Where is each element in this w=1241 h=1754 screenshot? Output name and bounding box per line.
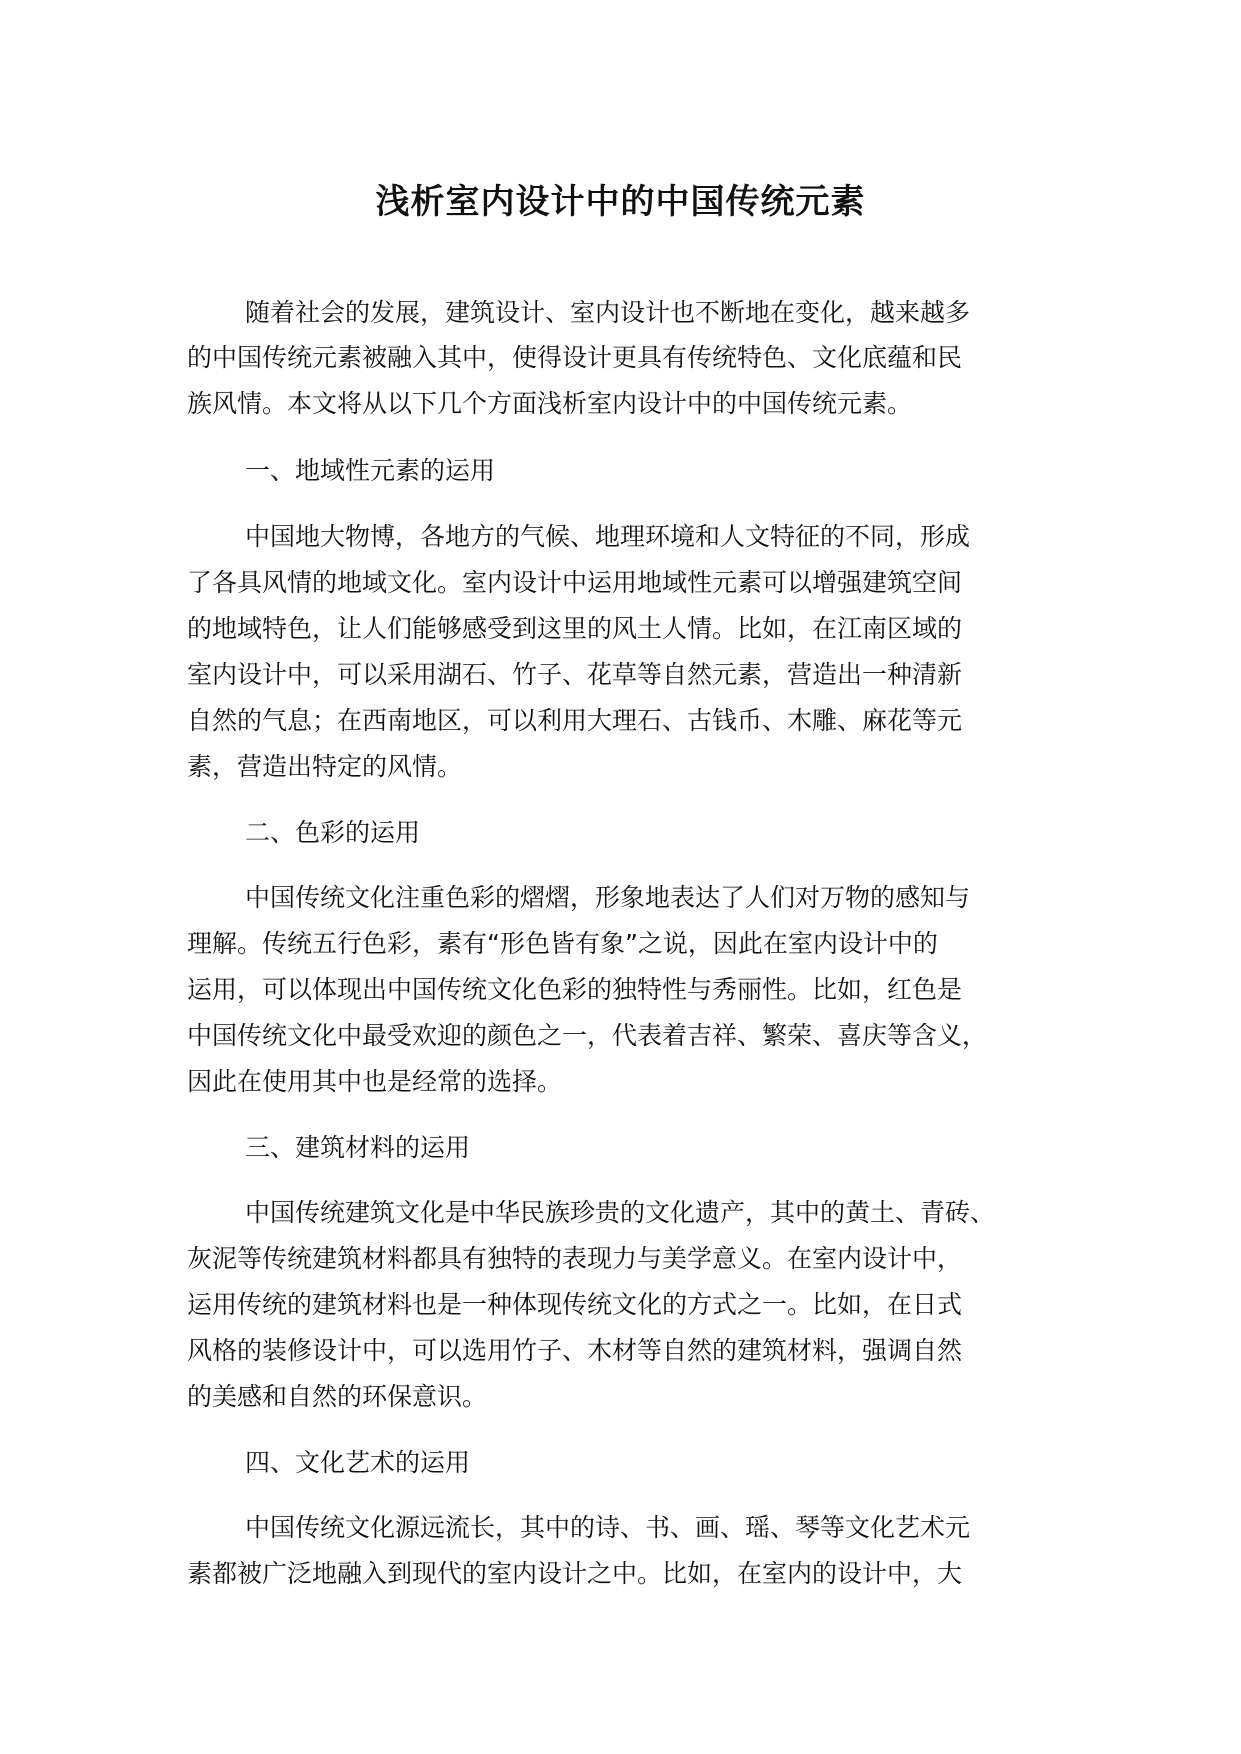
section-heading: 一、地域性元素的运用 [245,456,496,485]
paragraph-line: 族风情。本文将从以下几个方面浅析室内设计中的中国传统元素。 [187,389,913,418]
paragraph-line: 中国传统文化注重色彩的熠熠，形象地表达了人们对万物的感知与 [245,883,971,912]
paragraph-line: 中国地大物博，各地方的气候、地理环境和人文特征的不同，形成 [245,522,971,551]
paragraph-line: 风格的装修设计中，可以选用竹子、木材等自然的建筑材料，强调自然 [187,1336,963,1365]
paragraph-line: 的中国传统元素被融入其中，使得设计更具有传统特色、文化底蕴和民 [187,343,963,372]
paragraph-line: 随着社会的发展，建筑设计、室内设计也不断地在变化，越来越多 [245,298,971,327]
page-title: 浅析室内设计中的中国传统元素 [375,182,866,222]
paragraph-line: 因此在使用其中也是经常的选择。 [187,1067,563,1096]
section-heading: 四、文化艺术的运用 [245,1448,471,1477]
paragraph-line: 的美感和自然的环保意识。 [187,1382,488,1411]
paragraph-line: 运用，可以体现出中国传统文化色彩的独特性与秀丽性。比如，红色是 [187,975,963,1004]
paragraph-line: 中国传统建筑文化是中华民族珍贵的文化遗产，其中的黄土、青砖、 [245,1198,996,1227]
paragraph-line: 了各具风情的地域文化。室内设计中运用地域性元素可以增强建筑空间 [187,568,963,597]
paragraph-line: 自然的气息；在西南地区，可以利用大理石、古钱币、木雕、麻花等元 [187,706,963,735]
paragraph-line: 室内设计中，可以采用湖石、竹子、花草等自然元素，营造出一种清新 [187,660,963,689]
section-heading: 二、色彩的运用 [245,818,421,847]
paragraph-line: 中国传统文化中最受欢迎的颜色之一，代表着吉祥、繁荣、喜庆等含义， [187,1021,988,1050]
paragraph-line: 灰泥等传统建筑材料都具有独特的表现力与美学意义。在室内设计中， [187,1244,963,1273]
paragraph-line: 运用传统的建筑材料也是一种体现传统文化的方式之一。比如，在日式 [187,1290,963,1319]
section-heading: 三、建筑材料的运用 [245,1133,471,1162]
paragraph-line: 中国传统文化源远流长，其中的诗、书、画、瑶、琴等文化艺术元 [245,1513,971,1542]
paragraph-line: 素都被广泛地融入到现代的室内设计之中。比如，在室内的设计中，大 [187,1559,963,1588]
paragraph-line: 理解。传统五行色彩，素有“形色皆有象”之说，因此在室内设计中的 [187,929,938,958]
paragraph-line: 的地域特色，让人们能够感受到这里的风土人情。比如，在江南区域的 [187,614,963,643]
paragraph-line: 素，营造出特定的风情。 [187,752,463,781]
